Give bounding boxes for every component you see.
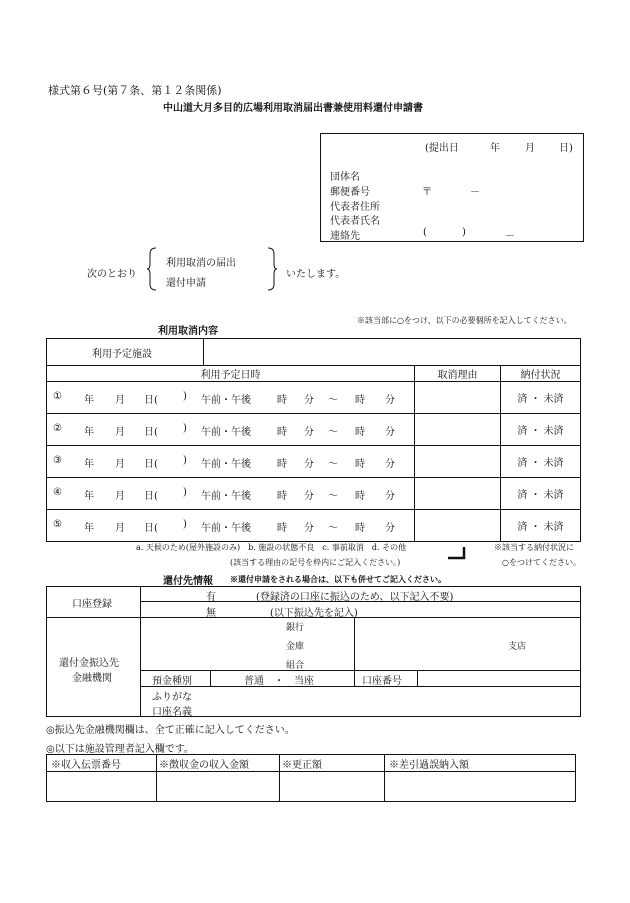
submit-date-year: 年 [490, 143, 500, 154]
status-cell[interactable]: 済 ・ 未済 [501, 382, 581, 414]
request-prefix: 次のとおり [87, 269, 137, 280]
datetime-cell[interactable] [47, 414, 415, 446]
datetime-cell[interactable] [47, 446, 415, 478]
bank-label-line2: 金融機関 [72, 673, 112, 684]
submit-date-day: 日) [559, 143, 573, 154]
row-hour: 時 [277, 427, 287, 438]
row-number: ③ [53, 455, 62, 466]
row-minute-end: 分 [385, 395, 395, 406]
row-day: 日( [144, 459, 158, 470]
account-no-option[interactable]: 無 [206, 608, 216, 619]
row-tilde: ～ [328, 395, 338, 406]
cancel-table [46, 338, 581, 542]
table-header-row [47, 366, 581, 382]
status-cell[interactable]: 済 ・ 未済 [501, 446, 581, 478]
table-row [47, 446, 581, 478]
row-hour: 時 [277, 523, 287, 534]
branch-label: 支店 [508, 642, 527, 652]
phone-close: ) [462, 227, 466, 238]
row-month: 月 [115, 523, 125, 534]
row-minute: 分 [304, 459, 314, 470]
deposit-type-label: 預金種別 [152, 676, 192, 687]
reason-cell[interactable] [415, 510, 501, 542]
row-minute-end: 分 [385, 491, 395, 502]
arrow-icon [446, 545, 468, 561]
account-reg-label: 口座登録 [72, 599, 112, 610]
row-paren: ) [183, 423, 187, 434]
row-ampm: 午前・午後 [201, 491, 251, 502]
row-minute-end: 分 [385, 523, 395, 534]
admin-cell-correction[interactable] [280, 772, 385, 802]
row-year: 年 [84, 523, 94, 534]
row-paren: ) [183, 487, 187, 498]
contact-label: 連絡先 [330, 231, 360, 242]
row-tilde: ～ [328, 427, 338, 438]
datetime-cell[interactable] [47, 510, 415, 542]
submit-date-label: (提出日 [425, 143, 459, 154]
row-hour-end: 時 [355, 491, 365, 502]
divider [140, 586, 141, 717]
row-tilde: ～ [328, 491, 338, 502]
reason-codes: a. 天候のため(屋外施設のみ) b. 施設の状態不良 c. 事前取消 d. その他 [136, 543, 407, 552]
datetime-cell[interactable] [47, 478, 415, 510]
submit-date-month: 月 [525, 143, 535, 154]
row-minute: 分 [304, 427, 314, 438]
divider [354, 617, 355, 686]
admin-col-correction: ※更正額 [280, 755, 385, 772]
row-paren: ) [183, 391, 187, 402]
row-year: 年 [84, 459, 94, 470]
status-note-line2: ○をつけてください。 [502, 558, 581, 567]
reason-cell[interactable] [415, 414, 501, 446]
refund-section-title: 還付先情報 [163, 576, 213, 587]
facility-label: 利用予定施設 [47, 339, 204, 366]
row-hour-end: 時 [355, 523, 365, 534]
postal-mark: 〒 [422, 187, 432, 198]
row-tilde: ～ [328, 459, 338, 470]
phone-dash: － [505, 231, 515, 242]
divider [417, 670, 418, 686]
header-reason: 取消理由 [415, 366, 501, 382]
divider [140, 670, 581, 671]
section-cancel-title: 利用取消内容 [158, 326, 218, 337]
bank-type-kumiai: 組合 [286, 661, 305, 671]
postal-dash: － [470, 187, 480, 198]
table-row [47, 382, 581, 414]
status-note-line1: ※該当する納付状況に [494, 543, 574, 552]
row-number: ① [53, 391, 62, 402]
reason-cell[interactable] [415, 478, 501, 510]
request-option-refund: 還付申請 [166, 278, 206, 289]
account-name-label: 口座名義 [152, 707, 192, 718]
form-title: 中山道大月多目的広場利用取消届出書兼使用料還付申請書 [163, 103, 423, 114]
row-day: 日( [144, 523, 158, 534]
admin-header-row [47, 755, 576, 772]
postal-code-label: 郵便番号 [330, 187, 370, 198]
row-ampm: 午前・午後 [201, 427, 251, 438]
admin-cell-receipt[interactable] [47, 772, 157, 802]
row-minute: 分 [304, 491, 314, 502]
form-number: 様式第６号(第７条、第１２条関係) [48, 84, 222, 97]
admin-col-amount: ※徴収金の収入金額 [157, 755, 280, 772]
refund-section-note: ※還付申請をされる場合は、以下も併せてご記入ください。 [230, 574, 446, 584]
admin-table [46, 754, 576, 802]
divider [210, 670, 211, 686]
reason-cell[interactable] [415, 382, 501, 414]
rep-name-label: 代表者氏名 [330, 216, 380, 227]
row-day: 日( [144, 491, 158, 502]
account-yes-option[interactable]: 有 [206, 592, 216, 603]
row-number: ② [53, 423, 62, 434]
row-day: 日( [144, 395, 158, 406]
group-name-label: 団体名 [330, 172, 360, 183]
account-number-label: 口座番号 [362, 676, 402, 687]
request-suffix: いたします。 [286, 269, 346, 280]
row-tilde: ～ [328, 523, 338, 534]
row-month: 月 [115, 427, 125, 438]
row-number: ⑤ [53, 519, 62, 530]
row-hour-end: 時 [355, 395, 365, 406]
admin-col-receipt: ※収入伝票番号 [47, 755, 157, 772]
deposit-type-options[interactable]: 普通 ・ 当座 [244, 676, 314, 687]
status-cell[interactable]: 済 ・ 未済 [501, 478, 581, 510]
row-minute: 分 [304, 395, 314, 406]
account-no-note: (以下振込先を記入) [270, 608, 358, 619]
facility-row [47, 339, 581, 366]
left-brace-icon [146, 246, 160, 292]
datetime-cell[interactable] [47, 382, 415, 414]
row-hour: 時 [277, 395, 287, 406]
table-row [47, 510, 581, 542]
phone-open: ( [423, 227, 427, 238]
row-hour-end: 時 [355, 427, 365, 438]
row-ampm: 午前・午後 [201, 395, 251, 406]
row-minute-end: 分 [385, 427, 395, 438]
header-datetime: 利用予定日時 [47, 366, 415, 382]
bank-type-bank: 銀行 [286, 623, 305, 633]
admin-col-overpayment: ※差引過誤納入額 [385, 755, 576, 772]
table-row [47, 414, 581, 446]
row-year: 年 [84, 395, 94, 406]
facility-input[interactable] [204, 339, 581, 366]
row-ampm: 午前・午後 [201, 523, 251, 534]
divider [140, 686, 581, 687]
account-yes-note: (登録済の口座に振込のため、以下記入不要) [256, 592, 454, 603]
row-minute: 分 [304, 523, 314, 534]
row-month: 月 [115, 459, 125, 470]
rep-address-label: 代表者住所 [330, 202, 380, 213]
bank-type-shinkin: 金庫 [286, 642, 305, 652]
row-hour: 時 [277, 459, 287, 470]
request-option-cancel: 利用取消の届出 [166, 258, 236, 269]
row-minute-end: 分 [385, 459, 395, 470]
row-hour: 時 [277, 491, 287, 502]
right-brace-icon [264, 246, 278, 292]
row-ampm: 午前・午後 [201, 459, 251, 470]
row-paren: ) [183, 455, 187, 466]
row-number: ④ [53, 487, 62, 498]
row-day: 日( [144, 427, 158, 438]
row-paren: ) [183, 519, 187, 530]
row-year: 年 [84, 427, 94, 438]
furigana-label: ふりがな [152, 692, 192, 703]
admin-cell-overpayment[interactable] [385, 772, 576, 802]
admin-cell-amount[interactable] [157, 772, 280, 802]
row-month: 月 [115, 491, 125, 502]
reason-cell[interactable] [415, 446, 501, 478]
status-cell[interactable]: 済 ・ 未済 [517, 522, 564, 533]
row-hour-end: 時 [355, 459, 365, 470]
header-status: 納付状況 [501, 366, 581, 382]
reason-instruction: (該当する理由の記号を枠内にご記入ください。) [230, 558, 401, 567]
footer-note-admin: ◎以下は施設管理者記入欄です。 [46, 744, 194, 755]
bank-label-line1: 還付金振込先 [59, 658, 119, 669]
row-year: 年 [84, 491, 94, 502]
admin-input-row [47, 772, 576, 802]
table-row [47, 478, 581, 510]
status-cell[interactable]: 済 ・ 未済 [501, 414, 581, 446]
footer-note-bank: ◎振込先金融機関欄は、全て正確に記入してください。 [46, 725, 295, 736]
row-month: 月 [115, 395, 125, 406]
instruction-note: ※該当部に○をつけ、以下の必要個所を記入してください。 [357, 316, 572, 325]
